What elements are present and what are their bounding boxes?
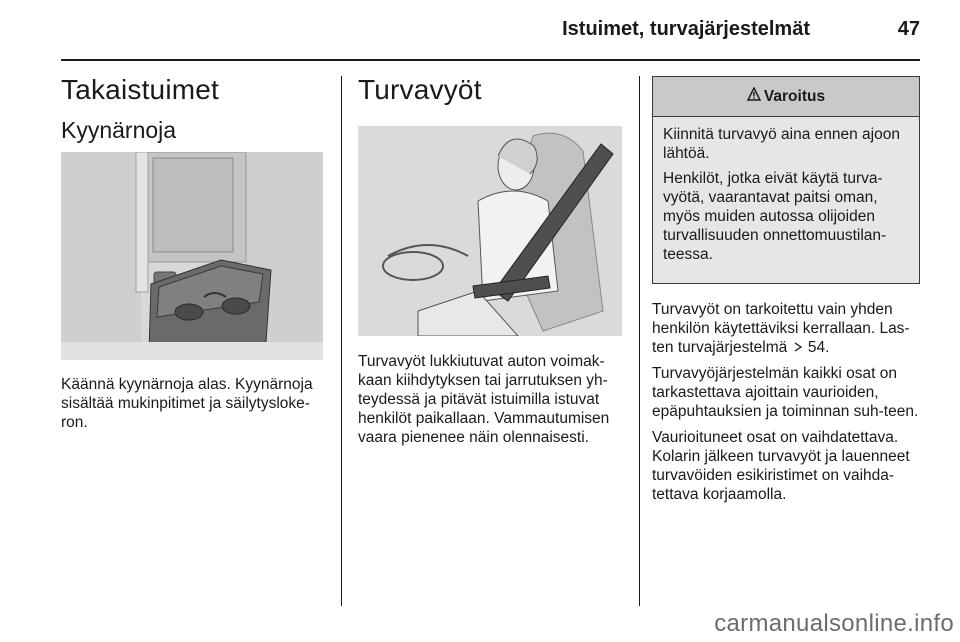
header-rule <box>61 59 920 61</box>
section-heading-seat-belts: Turvavyöt <box>358 74 482 105</box>
replacement-paragraph: Vaurioituneet osat on vaihdatettava. Kolarin jälkeen turvavyöt ja lauenneet turvavöiden esikiristimet on vaihda-tettava korjaamolla. <box>652 429 910 503</box>
warning-title: Varoitus <box>763 87 826 105</box>
armrest-text: Käännä kyynärnoja alas. Kyynärnoja sisältää mukinpitimet ja säilytysloke-ron. <box>61 376 313 431</box>
page-reference-icon <box>792 339 808 356</box>
armrest-illustration <box>61 152 323 360</box>
seat-belt-drawing <box>358 126 622 336</box>
armrest-drawing <box>61 152 323 360</box>
page-reference[interactable]: 54. <box>807 339 830 356</box>
warning-text-1: Kiinnitä turvavyö aina ennen ajoon lähtöä. <box>663 126 900 162</box>
warning-header <box>653 77 919 117</box>
watermark: carmanualsonline.info <box>714 610 954 637</box>
belt-usage-paragraph <box>652 300 924 357</box>
running-header-title: Istuimet, turvajärjestelmät <box>562 18 810 40</box>
right-column-text <box>652 300 924 511</box>
subheading-armrest: Kyynärnoja <box>61 117 177 143</box>
section-heading-rear-seats: Takaistuimet <box>61 74 220 105</box>
warning-triangle-icon <box>747 87 761 106</box>
column-divider-1 <box>341 76 342 606</box>
inspection-paragraph: Turvavyöjärjestelmän kaikki osat on tarkastettava ajoittain vaurioiden, epäpuhtauksien ja toiminnan suh-teen. <box>652 365 919 420</box>
warning-text-2: Henkilöt, jotka eivät käytä turva-vyötä, vaarantavat paitsi oman, myös muiden autossa olijoiden turvallisuuden onnettomuustilan-teessa. <box>663 170 887 263</box>
seat-belt-illustration <box>358 126 622 336</box>
warning-body <box>653 117 919 264</box>
warning-box <box>652 76 920 284</box>
seat-belts-text: Turvavyöt lukkiutuvat auton voimak-kaan kiihdytyksen tai jarrutuksen yh-teydessä ja pitävät istuimilla istuvat henkilöt paikallaan. Vammautumisen vaara pienenee näin olennaisesti. <box>358 353 610 446</box>
page-number: 47 <box>897 18 920 40</box>
seat-belts-paragraph <box>358 352 626 454</box>
belt-usage-text: Turvavyöt on tarkoitettu vain yhden henkilön käytettäviksi kerrallaan. Las-ten turvajärjestelmä <box>652 301 910 356</box>
column-divider-2 <box>639 76 640 606</box>
armrest-paragraph <box>61 375 327 439</box>
